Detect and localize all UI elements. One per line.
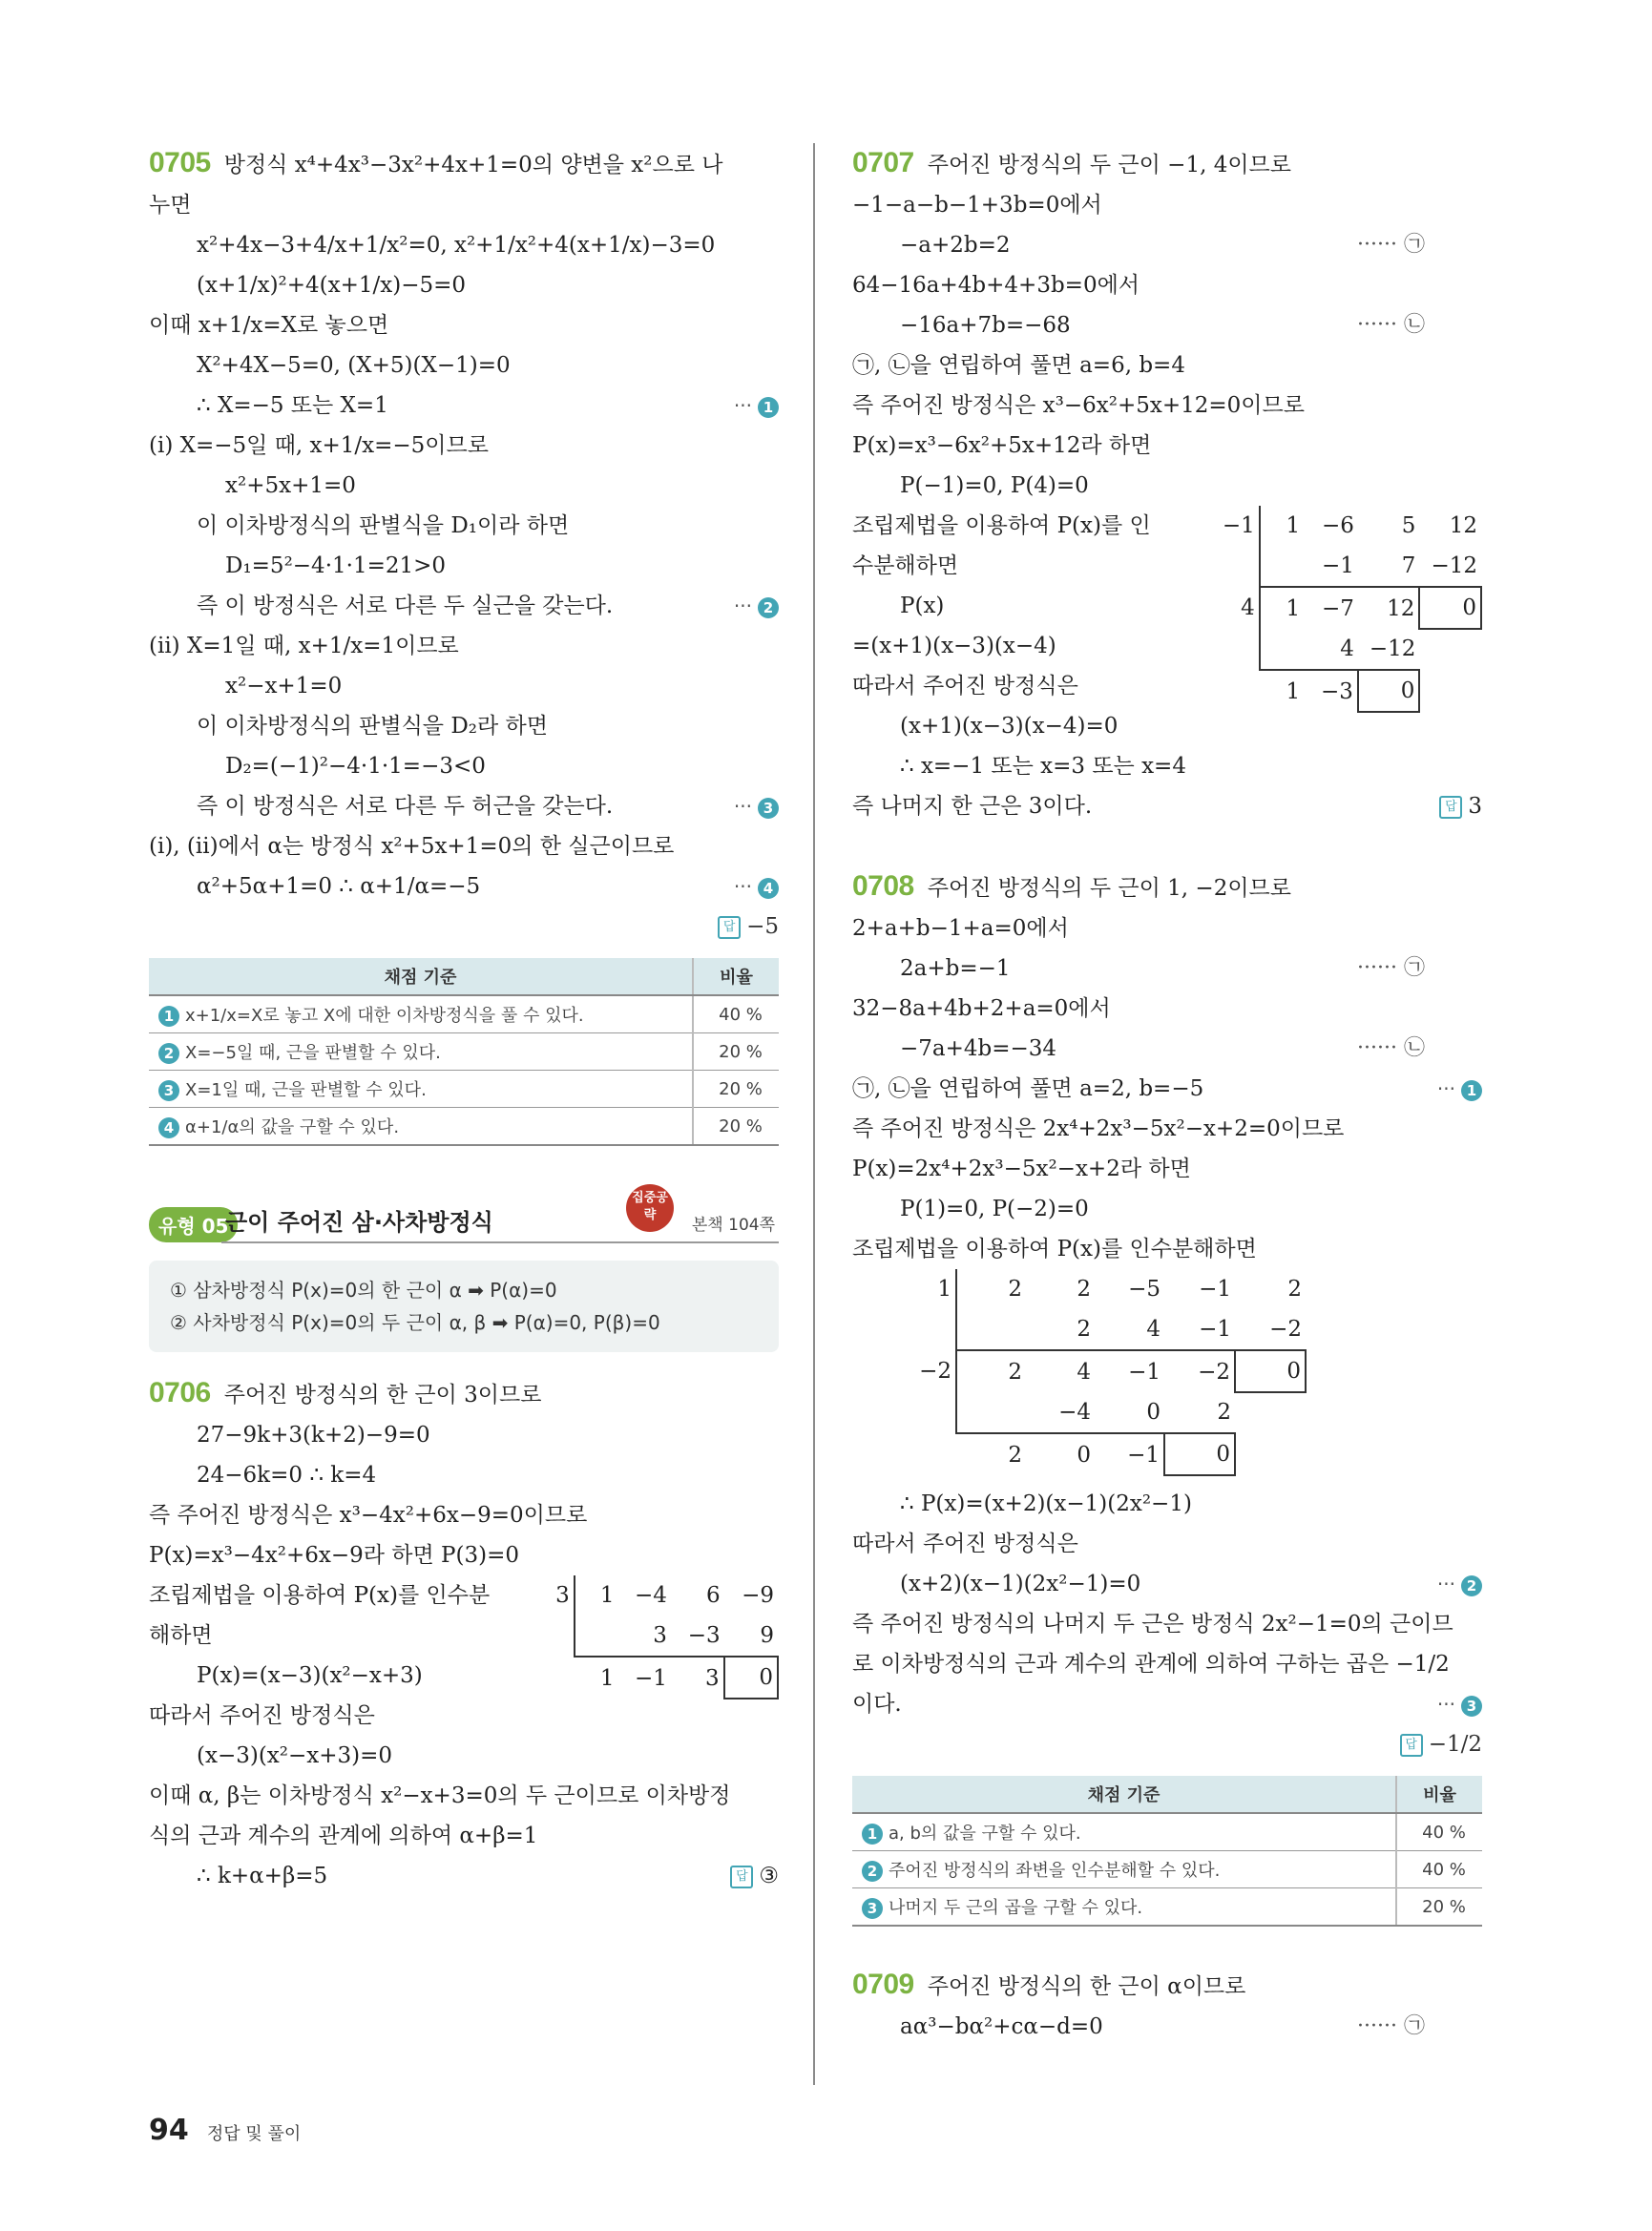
problem-number: 0706 — [149, 1377, 211, 1408]
synthetic-division-block-0707 — [852, 506, 1482, 706]
answer-icon: 답 — [718, 916, 741, 939]
equation-line: −1−a−b−1+3b=0에서 — [852, 193, 1102, 218]
problem-0708-line-1: 0708 주어진 방정식의 두 근이 1, −2이므로 — [852, 870, 1291, 902]
column-divider — [813, 143, 815, 2085]
text-line: 조립제법을 이용하여 P(x)를 인수분해하면 — [852, 1237, 1257, 1261]
text-line: 이 이차방정식의 판별식을 D₁이라 하면 — [197, 513, 570, 538]
equation-line: D₁=5²−4·1·1=21>0 — [225, 553, 447, 578]
text-line: ㉠, ㉡을 연립하여 풀면 a=2, b=−5 ··· 1 — [852, 1069, 1482, 1109]
step-marker-3: ··· 3 — [734, 786, 779, 826]
text-line: 즉 주어진 방정식은 2x⁴+2x³−5x²−x+2=0이므로 — [852, 1116, 1345, 1141]
problem-0707-line-1: 0707 주어진 방정식의 두 근이 −1, 4이므로 — [852, 147, 1291, 178]
synthetic-division-block-0706 — [149, 1575, 779, 1696]
synthetic-division-0706: 3 1 −4 6 −9 3 −3 9 1 −1 3 0 — [531, 1575, 779, 1699]
text-line: 이다. ··· 3 — [852, 1684, 1482, 1724]
equation-line: 2+a+b−1+a=0에서 — [852, 916, 1069, 941]
type-pill: 유형 05 — [149, 1207, 238, 1242]
text-line: 조립제법을 이용하여 P(x)를 인 — [852, 513, 1151, 538]
step-marker-1: ··· 1 — [1437, 1069, 1482, 1109]
text-line: (i), (ii)에서 α는 방정식 x²+5x+1=0의 한 실근이므로 — [149, 834, 675, 859]
step-marker-2: ··· 2 — [1437, 1564, 1482, 1604]
text-line: 이 이차방정식의 판별식을 D₂라 하면 — [197, 714, 548, 739]
text-line: 조립제법을 이용하여 P(x)를 인수분 — [149, 1583, 491, 1608]
equation-line: −16a+7b=−68 ······ ㉡ — [900, 313, 1425, 338]
table-header: 비율 — [1396, 1776, 1482, 1813]
equation-line: P(−1)=0, P(4)=0 — [900, 473, 1089, 498]
equation-line: D₂=(−1)²−4·1·1=−3<0 — [225, 754, 486, 779]
type-title: 근이 주어진 삼·사차방정식 — [225, 1209, 493, 1236]
type-05-header — [149, 1191, 779, 1251]
text-line: 식의 근과 계수의 관계에 의하여 α+β=1 — [149, 1824, 538, 1848]
text-line: 따라서 주어진 방정식은 — [852, 1532, 1078, 1556]
text-line: 즉 이 방정식은 서로 다른 두 허근을 갖는다. ··· 3 — [149, 786, 779, 826]
grading-table-0708 — [852, 1776, 1482, 1927]
summary-item: ② 사차방정식 P(x)=0의 두 근이 α, β ➡ P(α)=0, P(β)=0 — [170, 1311, 660, 1334]
answer-0705: 답 −5 — [149, 907, 779, 947]
answer-0707: 답 3 — [1439, 786, 1482, 826]
synthetic-division-0707: −1 1 −6 5 12 −1 7 −12 4 1 −7 12 0 4 −12 1 −3 0 — [1205, 506, 1482, 713]
equation-line: ∴ P(x)=(x+2)(x−1)(2x²−1) — [900, 1491, 1192, 1516]
table-row: 1 a, b의 값을 구할 수 있다. 40 % — [852, 1813, 1482, 1851]
equation-line: P(x)=(x−3)(x²−x+3) — [197, 1663, 423, 1688]
text-line: 즉 나머지 한 근은 3이다. 답 3 — [852, 786, 1482, 826]
equation-line: 32−8a+4b+2+a=0에서 — [852, 996, 1111, 1021]
step-marker-2: ··· 2 — [734, 586, 779, 626]
text-line: 수분해하면 — [852, 553, 959, 578]
right-column — [852, 143, 1482, 2047]
problem-number: 0707 — [852, 147, 914, 178]
table-row: 3 X=1일 때, 근을 판별할 수 있다. 20 % — [149, 1071, 779, 1108]
equation-line: x²+4x−3+4/x+1/x²=0, x²+1/x²+4(x+1/x)−3=0 — [197, 233, 716, 258]
equation-line: (x+1/x)²+4(x+1/x)−5=0 — [197, 273, 467, 298]
problem-number: 0709 — [852, 1969, 914, 2000]
problem-number: 0708 — [852, 870, 914, 902]
equation-line: 64−16a+4b+4+3b=0에서 — [852, 273, 1140, 298]
equation-line: 2a+b=−1 ······ ㉠ — [900, 956, 1425, 981]
text-line: 즉 주어진 방정식은 x³−4x²+6x−9=0이므로 — [149, 1503, 588, 1528]
text-line: P(x)=x³−4x²+6x−9라 하면 P(3)=0 — [149, 1543, 519, 1568]
table-row: 2 X=−5일 때, 근을 판별할 수 있다. 20 % — [149, 1033, 779, 1071]
table-header: 채점 기준 — [149, 958, 693, 995]
answer-0706: 답 ③ — [730, 1856, 779, 1896]
text-line: 해하면 — [149, 1623, 213, 1648]
equation-line: =(x+1)(x−3)(x−4) — [852, 634, 1056, 658]
equation-line: x²−x+1=0 — [225, 674, 343, 698]
table-row: 2 주어진 방정식의 좌변을 인수분해할 수 있다. 40 % — [852, 1851, 1482, 1888]
equation-line: 27−9k+3(k+2)−9=0 — [197, 1423, 430, 1448]
equation-line: −a+2b=2 ······ ㉠ — [900, 233, 1425, 258]
step-marker-1: ··· 1 — [734, 386, 779, 426]
equation-line: P(x) — [900, 594, 945, 618]
grading-table-0705 — [149, 958, 779, 1146]
problem-0709-line-1: 0709 주어진 방정식의 한 근이 α이므로 — [852, 1969, 1246, 2000]
text-line: 즉 이 방정식은 서로 다른 두 실근을 갖는다. ··· 2 — [149, 586, 779, 626]
equation-line: −7a+4b=−34 ······ ㉡ — [900, 1036, 1425, 1061]
page-footer — [149, 2114, 301, 2147]
problem-0705-line-1: 0705 방정식 x⁴+4x³−3x²+4x+1=0의 양변을 x²으로 나 — [149, 147, 723, 178]
equation-line: X²+4X−5=0, (X+5)(X−1)=0 — [197, 353, 511, 378]
book-reference: 본책 104쪽 — [691, 1216, 775, 1235]
text-line: 누면 — [149, 193, 192, 218]
table-row: 3 나머지 두 근의 곱을 구할 수 있다. 20 % — [852, 1888, 1482, 1927]
equation-line: ∴ X=−5 또는 X=1 ··· 1 — [149, 386, 779, 426]
text-line: P(x)=2x⁴+2x³−5x²−x+2라 하면 — [852, 1157, 1191, 1181]
equation-line: 24−6k=0 ∴ k=4 — [197, 1463, 377, 1488]
problem-0706-line-1: 0706 주어진 방정식의 한 근이 3이므로 — [149, 1377, 542, 1408]
equation-line: ∴ x=−1 또는 x=3 또는 x=4 — [900, 754, 1186, 779]
text-line: 즉 주어진 방정식의 나머지 두 근은 방정식 2x²−1=0의 근이므 — [852, 1612, 1453, 1637]
focus-badge: 집중공략 — [626, 1184, 674, 1232]
text-line: 따라서 주어진 방정식은 — [149, 1703, 375, 1728]
table-header: 비율 — [693, 958, 779, 995]
equation-line: P(1)=0, P(−2)=0 — [900, 1197, 1089, 1221]
footer-label: 정답 및 풀이 — [206, 2124, 302, 2144]
equation-line: aα³−bα²+cα−d=0 ······ ㉠ — [900, 2014, 1425, 2039]
equation-line: (x+2)(x−1)(2x²−1)=0 ··· 2 — [852, 1564, 1482, 1604]
table-row: 1 x+1/x=X로 놓고 X에 대한 이차방정식을 풀 수 있다. 40 % — [149, 995, 779, 1033]
table-row: 4 α+1/α의 값을 구할 수 있다. 20 % — [149, 1108, 779, 1146]
table-header: 채점 기준 — [852, 1776, 1396, 1813]
text-line: 즉 주어진 방정식은 x³−6x²+5x+12=0이므로 — [852, 393, 1305, 418]
equation-line: (x+1)(x−3)(x−4)=0 — [900, 714, 1119, 739]
text-line: ㉠, ㉡을 연립하여 풀면 a=6, b=4 — [852, 353, 1185, 378]
problem-number: 0705 — [149, 147, 211, 178]
text-line: 로 이차방정식의 근과 계수의 관계에 의하여 구하는 곱은 −1/2 — [852, 1652, 1450, 1677]
text-line: P(x)=x³−6x²+5x+12라 하면 — [852, 433, 1152, 458]
summary-item: ① 삼차방정식 P(x)=0의 한 근이 α ➡ P(α)=0 — [170, 1279, 557, 1302]
step-marker-4: ··· 4 — [734, 866, 779, 907]
divider — [221, 1241, 779, 1243]
page-number: 94 — [149, 2114, 189, 2147]
step-marker-3: ··· 3 — [1437, 1684, 1482, 1724]
text-line: 이때 x+1/x=X로 놓으면 — [149, 313, 389, 338]
type-summary-box — [149, 1261, 779, 1352]
text-line: 따라서 주어진 방정식은 — [852, 674, 1078, 698]
text-line: 이때 α, β는 이차방정식 x²−x+3=0의 두 근이므로 이차방정 — [149, 1783, 731, 1808]
answer-0708: 답 −1/2 — [852, 1724, 1482, 1764]
equation-line: (x−3)(x²−x+3)=0 — [197, 1743, 393, 1768]
synthetic-division-0708: 1 2 2 −5 −1 2 2 4 −1 −2 −2 2 4 −1 −2 0 −4 0 2 2 0 −1 0 — [887, 1269, 1307, 1476]
text-line: (ii) X=1일 때, x+1/x=1이므로 — [149, 634, 459, 658]
equation-line: x²+5x+1=0 — [225, 473, 356, 498]
text-line: (i) X=−5일 때, x+1/x=−5이므로 — [149, 433, 489, 458]
left-column — [149, 143, 779, 1896]
equation-line: ∴ k+α+β=5 답 ③ — [149, 1856, 779, 1896]
equation-line: α²+5α+1=0 ∴ α+1/α=−5 ··· 4 — [149, 866, 779, 907]
